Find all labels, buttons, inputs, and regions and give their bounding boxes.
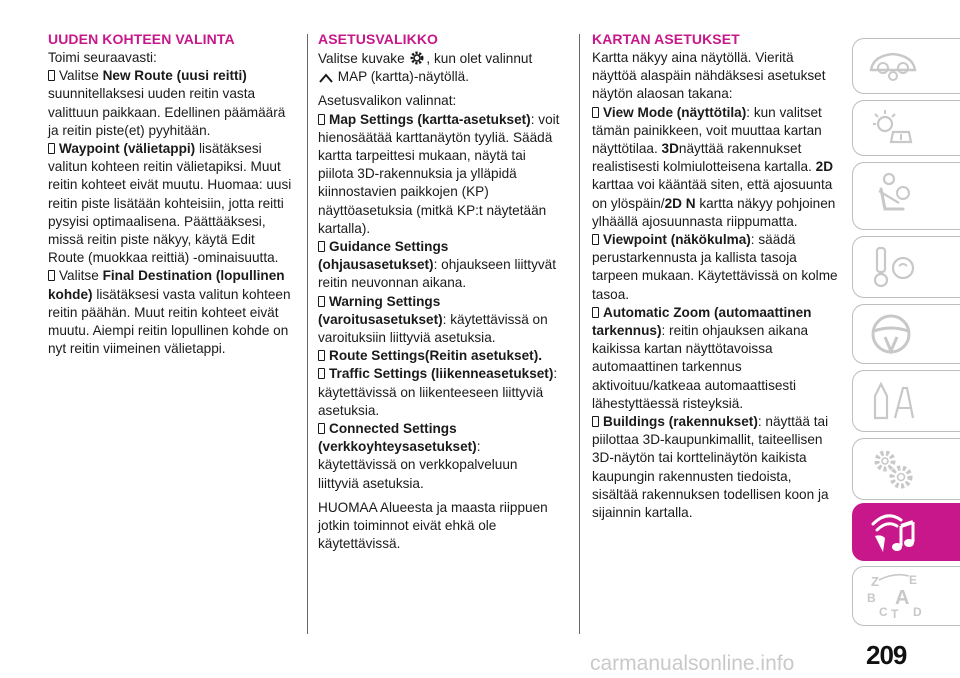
column-divider: [579, 34, 580, 634]
map-intro: Kartta näkyy aina näytöllä. Vieritä näyttöä alaspäin nähdäksesi asetukset näytön alaosan takana:: [592, 50, 826, 102]
chevron-up-icon: [318, 71, 334, 85]
index-letter: A: [895, 587, 910, 609]
tab-seat-safety[interactable]: [852, 162, 960, 230]
bullet-icon: [592, 416, 599, 427]
tab-starting-driving[interactable]: [852, 236, 960, 298]
page-number: 209: [866, 640, 907, 670]
item-new-route: Valitse New Route (uusi reitti) suunnitellaksesi uuden reitin vasta valittuun paikkaan. Edellinen päämäärä ja reitin piste(et) pyyhitään.: [48, 68, 286, 138]
item-connected-settings: Connected Settings (verkkoyhteysasetukset): käytettävissä on verkkopalveluun liittyviä asetuksia.: [318, 421, 518, 491]
bullet-icon: [318, 241, 325, 252]
heading-map-settings: KARTAN ASETUKSET: [592, 31, 740, 47]
column-map-settings: [592, 30, 840, 522]
options-intro: Asetusvalikon valinnat:: [318, 93, 457, 109]
bullet-icon: [318, 350, 325, 361]
key-ignition-icon: [865, 244, 921, 290]
index-letter: Z: [871, 574, 879, 589]
item-final-destination: Valitse Final Destination (lopullinen kohde) lisätäksesi vasta valitun kohteen reitin päähän. Muut reitin kohteet eivät muutu. Aiempi reitin lopullinen kohde on nyt reitin viimeinen välietappi.: [48, 268, 291, 357]
tab-index[interactable]: [852, 566, 960, 626]
emergency-tools-icon: [865, 378, 921, 424]
index-letter: E: [909, 573, 918, 587]
multimedia-music-icon: [865, 506, 925, 558]
index-letter: B: [867, 591, 876, 605]
bullet-icon: [592, 107, 599, 118]
item-view-mode: View Mode (näyttötila): kun valitset tämän painikkeen, voit muuttaa kartan näyttötilaa. 3Dnäyttää rakennukset realistisesti kolmiulotteisena kartalla. 2D karttaa voi kääntää siten, että ajosuunta on ylöspäin/2D N kartta näkyy pohjoinen ylhäällä ajosuunnasta riippumatta.: [592, 104, 836, 229]
gear-icon: [408, 49, 426, 67]
item-viewpoint: Viewpoint (näkökulma): säädä perustarkennusta ja kallista tasoja tarpeen mukaan. Käytettävissä on kolme tasoa.: [592, 232, 838, 302]
item-buildings: Buildings (rakennukset): näyttää tai piilottaa 3D-kaupunkimallit, taiteellisen 3D-näytön tai korttelinäytön kaikista kaupungin rakennusten tiedoista, sisältää rakennuksen todellisen koon ja sijainnin kartalla.: [592, 414, 829, 521]
warning-lights-icon: [865, 106, 921, 150]
index-letter: D: [913, 605, 922, 619]
gears-icon: [865, 445, 921, 493]
index-letters-icon: [865, 570, 929, 622]
bullet-icon: [318, 423, 325, 434]
heading-new-destination: UUDEN KOHTEEN VALINTA: [48, 31, 235, 47]
bullet-icon: [48, 70, 55, 81]
bullet-icon: [48, 143, 55, 154]
item-map-settings: Map Settings (kartta-asetukset): voit hienosäätää karttanäytön tyyliä. Säädä kartta tarpeittesi mukaan, näytä tai piilota 3D-rakennuksia ja ylläpidä kiinnostavien paikkojen (KP) näyttöasetuksia (mitkä KP:t näytetään kartalla).: [318, 111, 560, 236]
note-text: HUOMAA Alueesta ja maasta riippuen jotkin toiminnot eivät ehkä ole käytettävissä.: [318, 499, 548, 552]
heading-settings-menu: ASETUSVALIKKO: [318, 31, 439, 47]
bullet-icon: [48, 270, 55, 281]
tab-emergency-tools[interactable]: [852, 370, 960, 432]
bullet-icon: [592, 234, 599, 245]
intro-text: Toimi seuraavasti:: [48, 50, 157, 65]
watermark: carmanualsonline.info: [590, 652, 795, 675]
item-automatic-zoom: Automatic Zoom (automaattinen tarkennus): reitin ohjauksen aikana kaikissa kartan näyttötavoissa automaattinen tarkennus aktivoituu/katkeaa automaattisesti lähestyttäessä risteyksiä.: [592, 304, 812, 411]
tab-car-dashboard[interactable]: [852, 38, 960, 94]
bullet-icon: [592, 307, 599, 318]
bullet-icon: [318, 368, 325, 379]
column-divider: [307, 34, 308, 634]
item-guidance-settings: Guidance Settings (ohjausasetukset): ohjaukseen liittyvät reitin neuvonnan aikana.: [318, 239, 557, 291]
tab-maintenance[interactable]: [852, 438, 960, 500]
steering-wheel-icon: [865, 311, 921, 357]
bullet-icon: [318, 296, 325, 307]
column-settings-menu: [318, 30, 562, 553]
car-dashboard-icon: [865, 46, 921, 86]
index-letter: T: [891, 607, 899, 621]
item-route-settings: Route Settings(Reitin asetukset).: [318, 347, 562, 365]
column-new-destination: [48, 30, 292, 358]
seat-safety-icon: [865, 171, 921, 221]
index-letter: C: [879, 605, 888, 619]
settings-intro: Valitse kuvake , kun olet valinnut MAP (kartta)-näytöllä.: [318, 51, 533, 85]
item-waypoint: Waypoint (välietappi) lisätäksesi valitun kohteen reitin välietapiksi. Muut reitin kohteet eivät muutu. Huomaa: uusi reitin piste lisätään kohteisiin, jotta reitti pysyisi optimaalisena. Päättääksesi, missä reitin piste näkyy, käytä Edit Route (muokkaa reittiä) -ominaisuutta.: [48, 141, 292, 266]
item-traffic-settings: Traffic Settings (liikenneasetukset): käytettävissä on liikenteeseen liittyviä asetuksia.: [318, 366, 558, 418]
item-warning-settings: Warning Settings (varoitusasetukset): käytettävissä on varoituksiin liittyviä asetuksia.: [318, 293, 548, 346]
tab-steering-wheel[interactable]: [852, 304, 960, 364]
bullet-icon: [318, 114, 325, 125]
tab-multimedia[interactable]: [852, 503, 960, 561]
tab-warning-lights[interactable]: [852, 100, 960, 156]
